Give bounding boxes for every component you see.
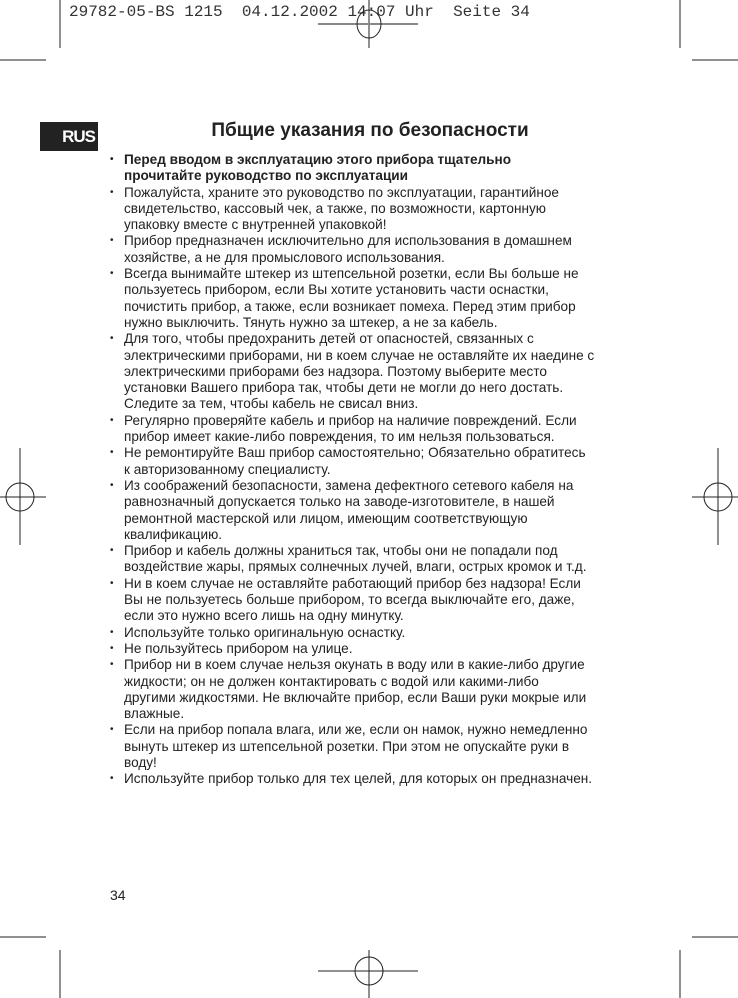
list-item-line: установки Вашего прибора так, чтобы дети не могли до него достать. xyxy=(124,380,564,396)
list-item xyxy=(110,233,640,266)
list-item xyxy=(110,266,640,331)
list-item-line: • Используйте прибор только для тех целей, для которых он предназначен. xyxy=(124,771,593,787)
list-item-line: почистить прибор, а также, если возникает помеха. Перед этим прибор xyxy=(124,298,576,314)
list-item-line: воду! xyxy=(124,754,157,770)
list-item-line: пользуетесь прибором, если Вы хотите установить части оснастки, xyxy=(124,282,549,298)
list-item xyxy=(110,771,640,787)
list-item-line: • Всегда вынимайте штекер из штепсельной розетки, если Вы больше не xyxy=(124,266,579,282)
list-item-line: • Не пользуйтесь прибором на улице. xyxy=(124,640,353,656)
list-item-line: • Используйте только оригинальную оснастку. xyxy=(124,624,406,640)
registration-mark-bottom xyxy=(318,950,418,998)
list-item xyxy=(110,641,640,657)
list-item-line: свидетельство, кассовый чек, а также, по возможности, картонную xyxy=(124,200,546,216)
list-item-line: квалификацию. xyxy=(124,526,223,542)
list-item xyxy=(110,413,640,446)
section-title: Пбщие указания по безопасности xyxy=(211,120,529,141)
safety-list xyxy=(110,152,640,788)
list-item-line: вынуть штекер из штепсельной розетки. При этом не опускайте руки в xyxy=(124,738,570,754)
list-item-line: жидкости; он не должен контактировать с водой или какими-либо xyxy=(124,673,539,689)
list-item-line: • Перед вводом в эксплуатацию этого прибора тщательно xyxy=(124,152,512,167)
list-item-line: • Для того, чтобы предохранить детей от опасностей, связанных с xyxy=(124,331,534,347)
list-item-line: равнозначный допускается только на заводе-изготовителе, в нашей xyxy=(124,494,555,510)
list-item-line: • Прибор предназначен исключительно для использования в домашнем xyxy=(124,233,572,249)
list-item-line: • Прибор ни в коем случае нельзя окунать в воду или в какие-либо другие xyxy=(124,657,585,673)
list-item xyxy=(110,445,640,478)
language-badge: RUS xyxy=(40,122,98,151)
list-item-line: если это нужно всего лишь на одну минутку. xyxy=(124,608,404,624)
list-item-line: к авторизованному специалисту. xyxy=(124,461,331,477)
list-item-line: Вы не пользуетесь больше прибором, то всегда выключайте его, даже, xyxy=(124,592,575,608)
list-item xyxy=(110,543,640,576)
list-item xyxy=(110,331,640,412)
page-number: 34 xyxy=(110,887,126,903)
list-item-line: • Ни в коем случае не оставляйте работающий прибор без надзора! Если xyxy=(124,575,581,591)
list-item-line: другими жидкостями. Не включайте прибор, если Ваши руки мокрые или xyxy=(124,689,587,705)
list-item-line: • Пожалуйста, храните это руководство по эксплуатации, гарантийное xyxy=(124,184,559,200)
list-item xyxy=(110,625,640,641)
list-item xyxy=(110,722,640,771)
registration-mark-left xyxy=(0,448,46,545)
list-item-line: влажные. xyxy=(124,706,185,722)
list-item-line: прибор имеет какие-либо повреждения, то им нельзя пользоваться. xyxy=(124,429,555,445)
list-item xyxy=(110,185,640,234)
registration-mark-top xyxy=(318,0,418,48)
list-item-line: электрическими приборами, ни в коем случае не оставляйте их наедине с xyxy=(124,347,595,363)
list-item-line: нужно выключить. Тянуть нужно за штекер, а не за кабель. xyxy=(124,314,498,330)
list-item xyxy=(110,657,640,722)
list-item-line: • Прибор и кабель должны храниться так, чтобы они не попадали под xyxy=(124,543,558,559)
list-item-line: хозяйстве, а не для промыслового использования. xyxy=(124,249,445,265)
list-item-line: • Если на прибор попала влага, или же, если он намок, нужно немедленно xyxy=(124,722,588,738)
print-slug: 29782-05-BS 1215 04.12.2002 14:07 Uhr Seite 34 xyxy=(69,3,530,21)
list-item-line: электрическими приборами без надзора. Поэтому выберите место xyxy=(124,363,547,379)
list-item-line: • Регулярно проверяйте кабель и прибор на наличие повреждений. Если xyxy=(124,412,577,428)
list-item-line: Следите за тем, чтобы кабель не свисал вниз. xyxy=(124,396,419,412)
list-item xyxy=(110,576,640,625)
list-item-line: • Не ремонтируйте Ваш прибор самостоятельно; Обязательно обратитесь xyxy=(124,445,586,461)
list-item-line: упаковку вместе с внутренней упаковкой! xyxy=(124,217,387,233)
registration-mark-right xyxy=(692,448,738,545)
list-item xyxy=(110,478,640,543)
list-item-line: прочитайте руководство по эксплуатации xyxy=(124,168,409,184)
list-item-line: ремонтной мастерской или лицом, имеющим соответствующую xyxy=(124,510,528,526)
list-item-line: воздействие жары, прямых солнечных лучей, влаги, острых кромок и т.д. xyxy=(124,559,587,575)
list-item xyxy=(110,152,640,185)
list-item-line: • Из соображений безопасности, замена дефектного сетевого кабеля на xyxy=(124,477,574,493)
